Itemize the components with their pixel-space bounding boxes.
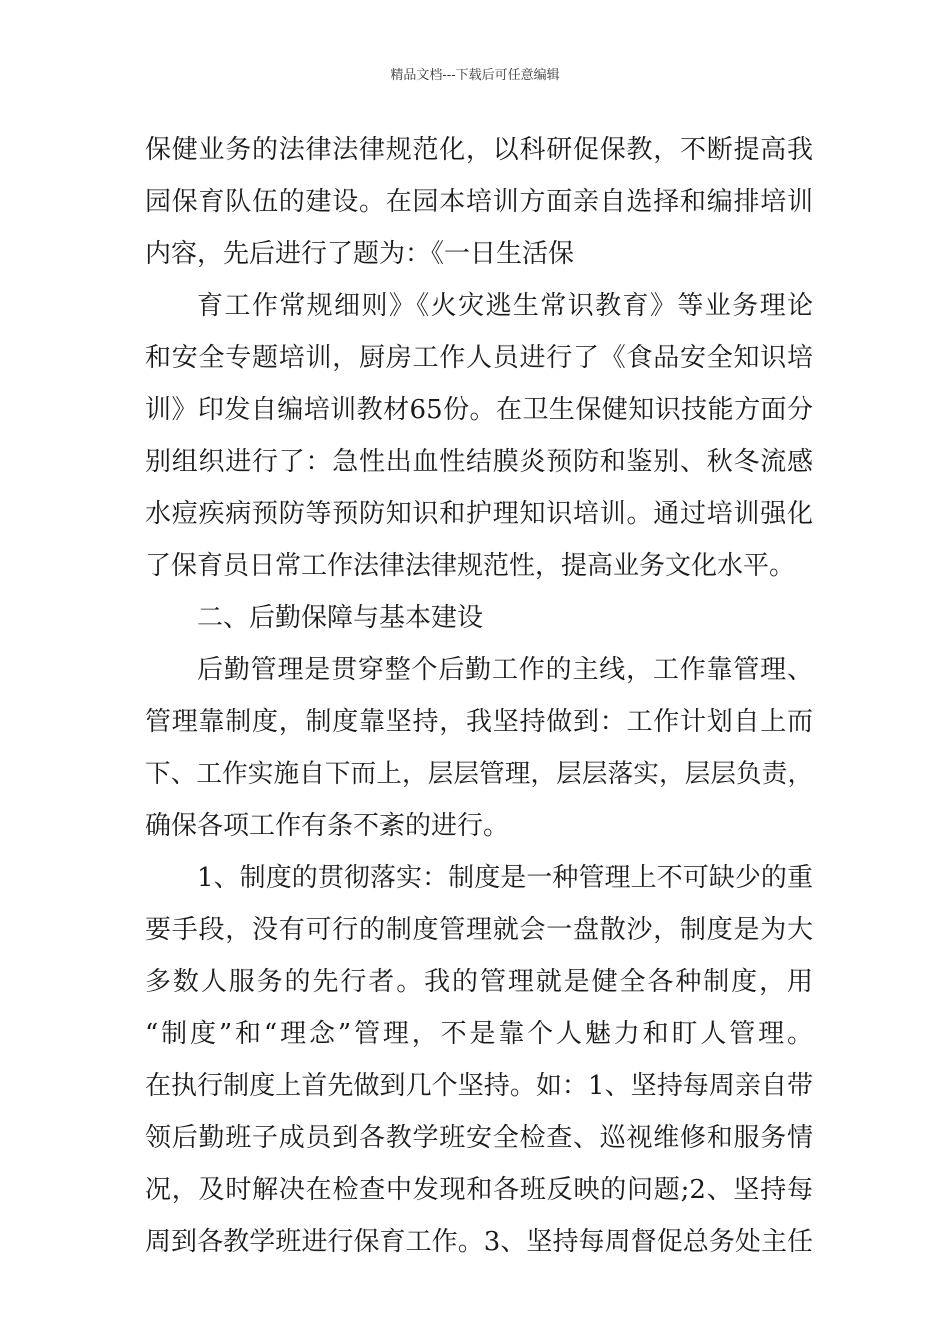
text-line: 管理靠制度，制度靠坚持，我坚持做到：工作计划自上而 xyxy=(145,707,813,737)
document-body xyxy=(145,124,813,1268)
text-line: 后勤管理是贯穿整个后勤工作的主线，工作靠管理、 xyxy=(197,655,813,685)
text-line: 保健业务的法律法律规范化，以科研促保教，不断提高我 xyxy=(145,135,813,165)
text-line: 况，及时解决在检查中发现和各班反映的问题;2、坚持每 xyxy=(145,1175,813,1205)
text-line: 领后勤班子成员到各教学班安全检查、巡视维修和服务情 xyxy=(145,1123,813,1153)
text-line: 别组织进行了：急性出血性结膜炎预防和鉴别、秋冬流感 xyxy=(145,447,813,477)
text-line: 多数人服务的先行者。我的管理就是健全各种制度，用 xyxy=(145,967,813,997)
section-heading: 二、后勤保障与基本建设 xyxy=(197,603,484,633)
text-line: 1、制度的贯彻落实：制度是一种管理上不可缺少的重 xyxy=(197,863,813,893)
text-line: “制度”和“理念”管理，不是靠个人魅力和盯人管理。 xyxy=(145,1019,813,1049)
text-line: 周到各教学班进行保育工作。3、坚持每周督促总务处主任 xyxy=(145,1227,813,1257)
page-header: 精品文档---下载后可任意编辑 xyxy=(390,68,560,83)
text-line: 园保育队伍的建设。在园本培训方面亲自选择和编排培训 xyxy=(145,187,813,217)
text-line: 在执行制度上首先做到几个坚持。如：1、坚持每周亲自带 xyxy=(145,1071,813,1101)
text-line: 下、工作实施自下而上，层层管理，层层落实，层层负责， xyxy=(145,759,813,789)
text-line: 和安全专题培训，厨房工作人员进行了《食品安全知识培 xyxy=(145,343,813,373)
text-line: 训》印发自编培训教材65份。在卫生保健知识技能方面分 xyxy=(145,395,813,425)
text-line: 内容，先后进行了题为：《一日生活保 xyxy=(145,239,575,269)
text-line: 了保育员日常工作法律法律规范性，提高业务文化水平。 xyxy=(145,551,796,581)
text-line: 确保各项工作有条不紊的进行。 xyxy=(145,811,510,841)
text-line: 水痘疾病预防等预防知识和护理知识培训。通过培训强化 xyxy=(145,499,813,529)
text-line: 育工作常规细则》《火灾逃生常识教育》等业务理论 xyxy=(197,291,813,321)
text-line: 要手段，没有可行的制度管理就会一盘散沙，制度是为大 xyxy=(145,915,813,945)
